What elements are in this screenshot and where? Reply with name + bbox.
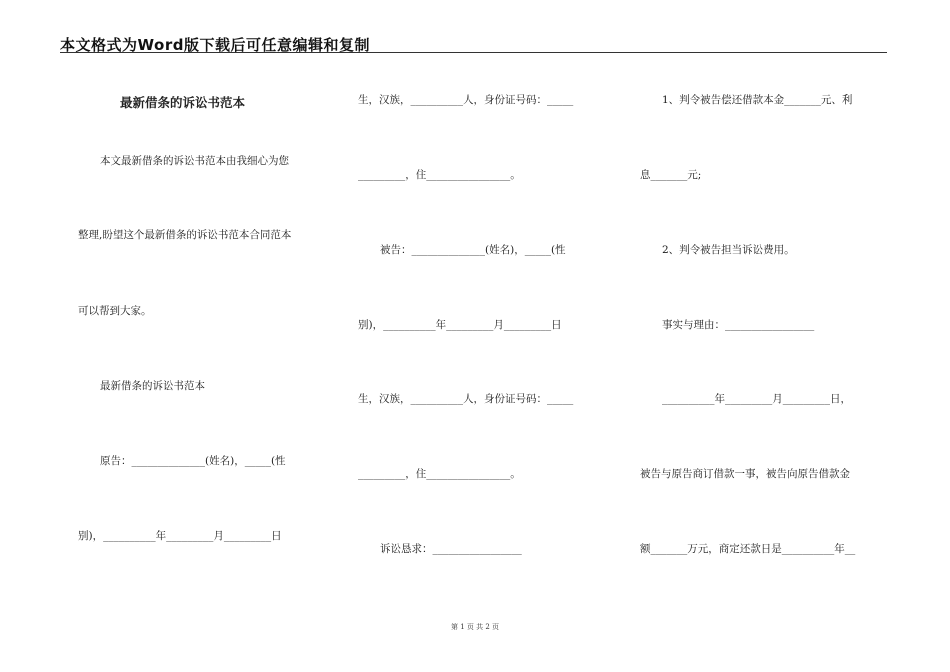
paragraph-line: 别)，__________年_________月_________日 xyxy=(358,319,562,331)
plaintiff-line: 原告：______________(姓名)，_____(性 xyxy=(100,455,286,467)
paragraph-line: _________，住________________。 xyxy=(358,468,521,480)
text-column-2 xyxy=(358,0,608,672)
facts-heading: 事实与理由：_________________ xyxy=(662,319,815,331)
defendant-line: 被告：______________(姓名)，_____(性 xyxy=(380,244,566,256)
claims-line: 诉讼恳求：_________________ xyxy=(380,543,522,555)
paragraph-line: 本文最新借条的诉讼书范本由我细心为您 xyxy=(100,155,289,167)
section-heading: 最新借条的诉讼书范本 xyxy=(100,380,205,392)
text-column-3 xyxy=(640,0,890,672)
text-column-1 xyxy=(78,0,328,672)
paragraph-line: 额_______万元，商定还款日是__________年__ xyxy=(640,543,856,555)
paragraph-line: 整理,盼望这个最新借条的诉讼书范本合同范本 xyxy=(78,229,292,241)
paragraph-line: _________，住________________。 xyxy=(358,169,521,181)
paragraph-line: __________年_________月_________日， xyxy=(662,393,851,405)
page-number: 第 1 页 共 2 页 xyxy=(450,623,500,631)
document-header: 本文格式为Word版下载后可任意编辑和复制 xyxy=(60,36,370,54)
paragraph-line: 生，汉族，__________人，身份证号码：_____ xyxy=(358,94,574,106)
document-title: 最新借条的诉讼书范本 xyxy=(120,95,246,110)
claim-item-2: 2、判令被告担当诉讼费用。 xyxy=(662,244,795,256)
claim-item-1: 1、判令被告偿还借款本金_______元、利 xyxy=(662,94,853,106)
paragraph-line: 息_______元; xyxy=(640,169,702,181)
paragraph-line: 可以帮到大家。 xyxy=(78,305,152,317)
paragraph-line: 被告与原告商订借款一事，被告向原告借款金 xyxy=(640,468,850,480)
paragraph-line: 别)，__________年_________月_________日 xyxy=(78,530,282,542)
paragraph-line: 生，汉族，__________人，身份证号码：_____ xyxy=(358,393,574,405)
